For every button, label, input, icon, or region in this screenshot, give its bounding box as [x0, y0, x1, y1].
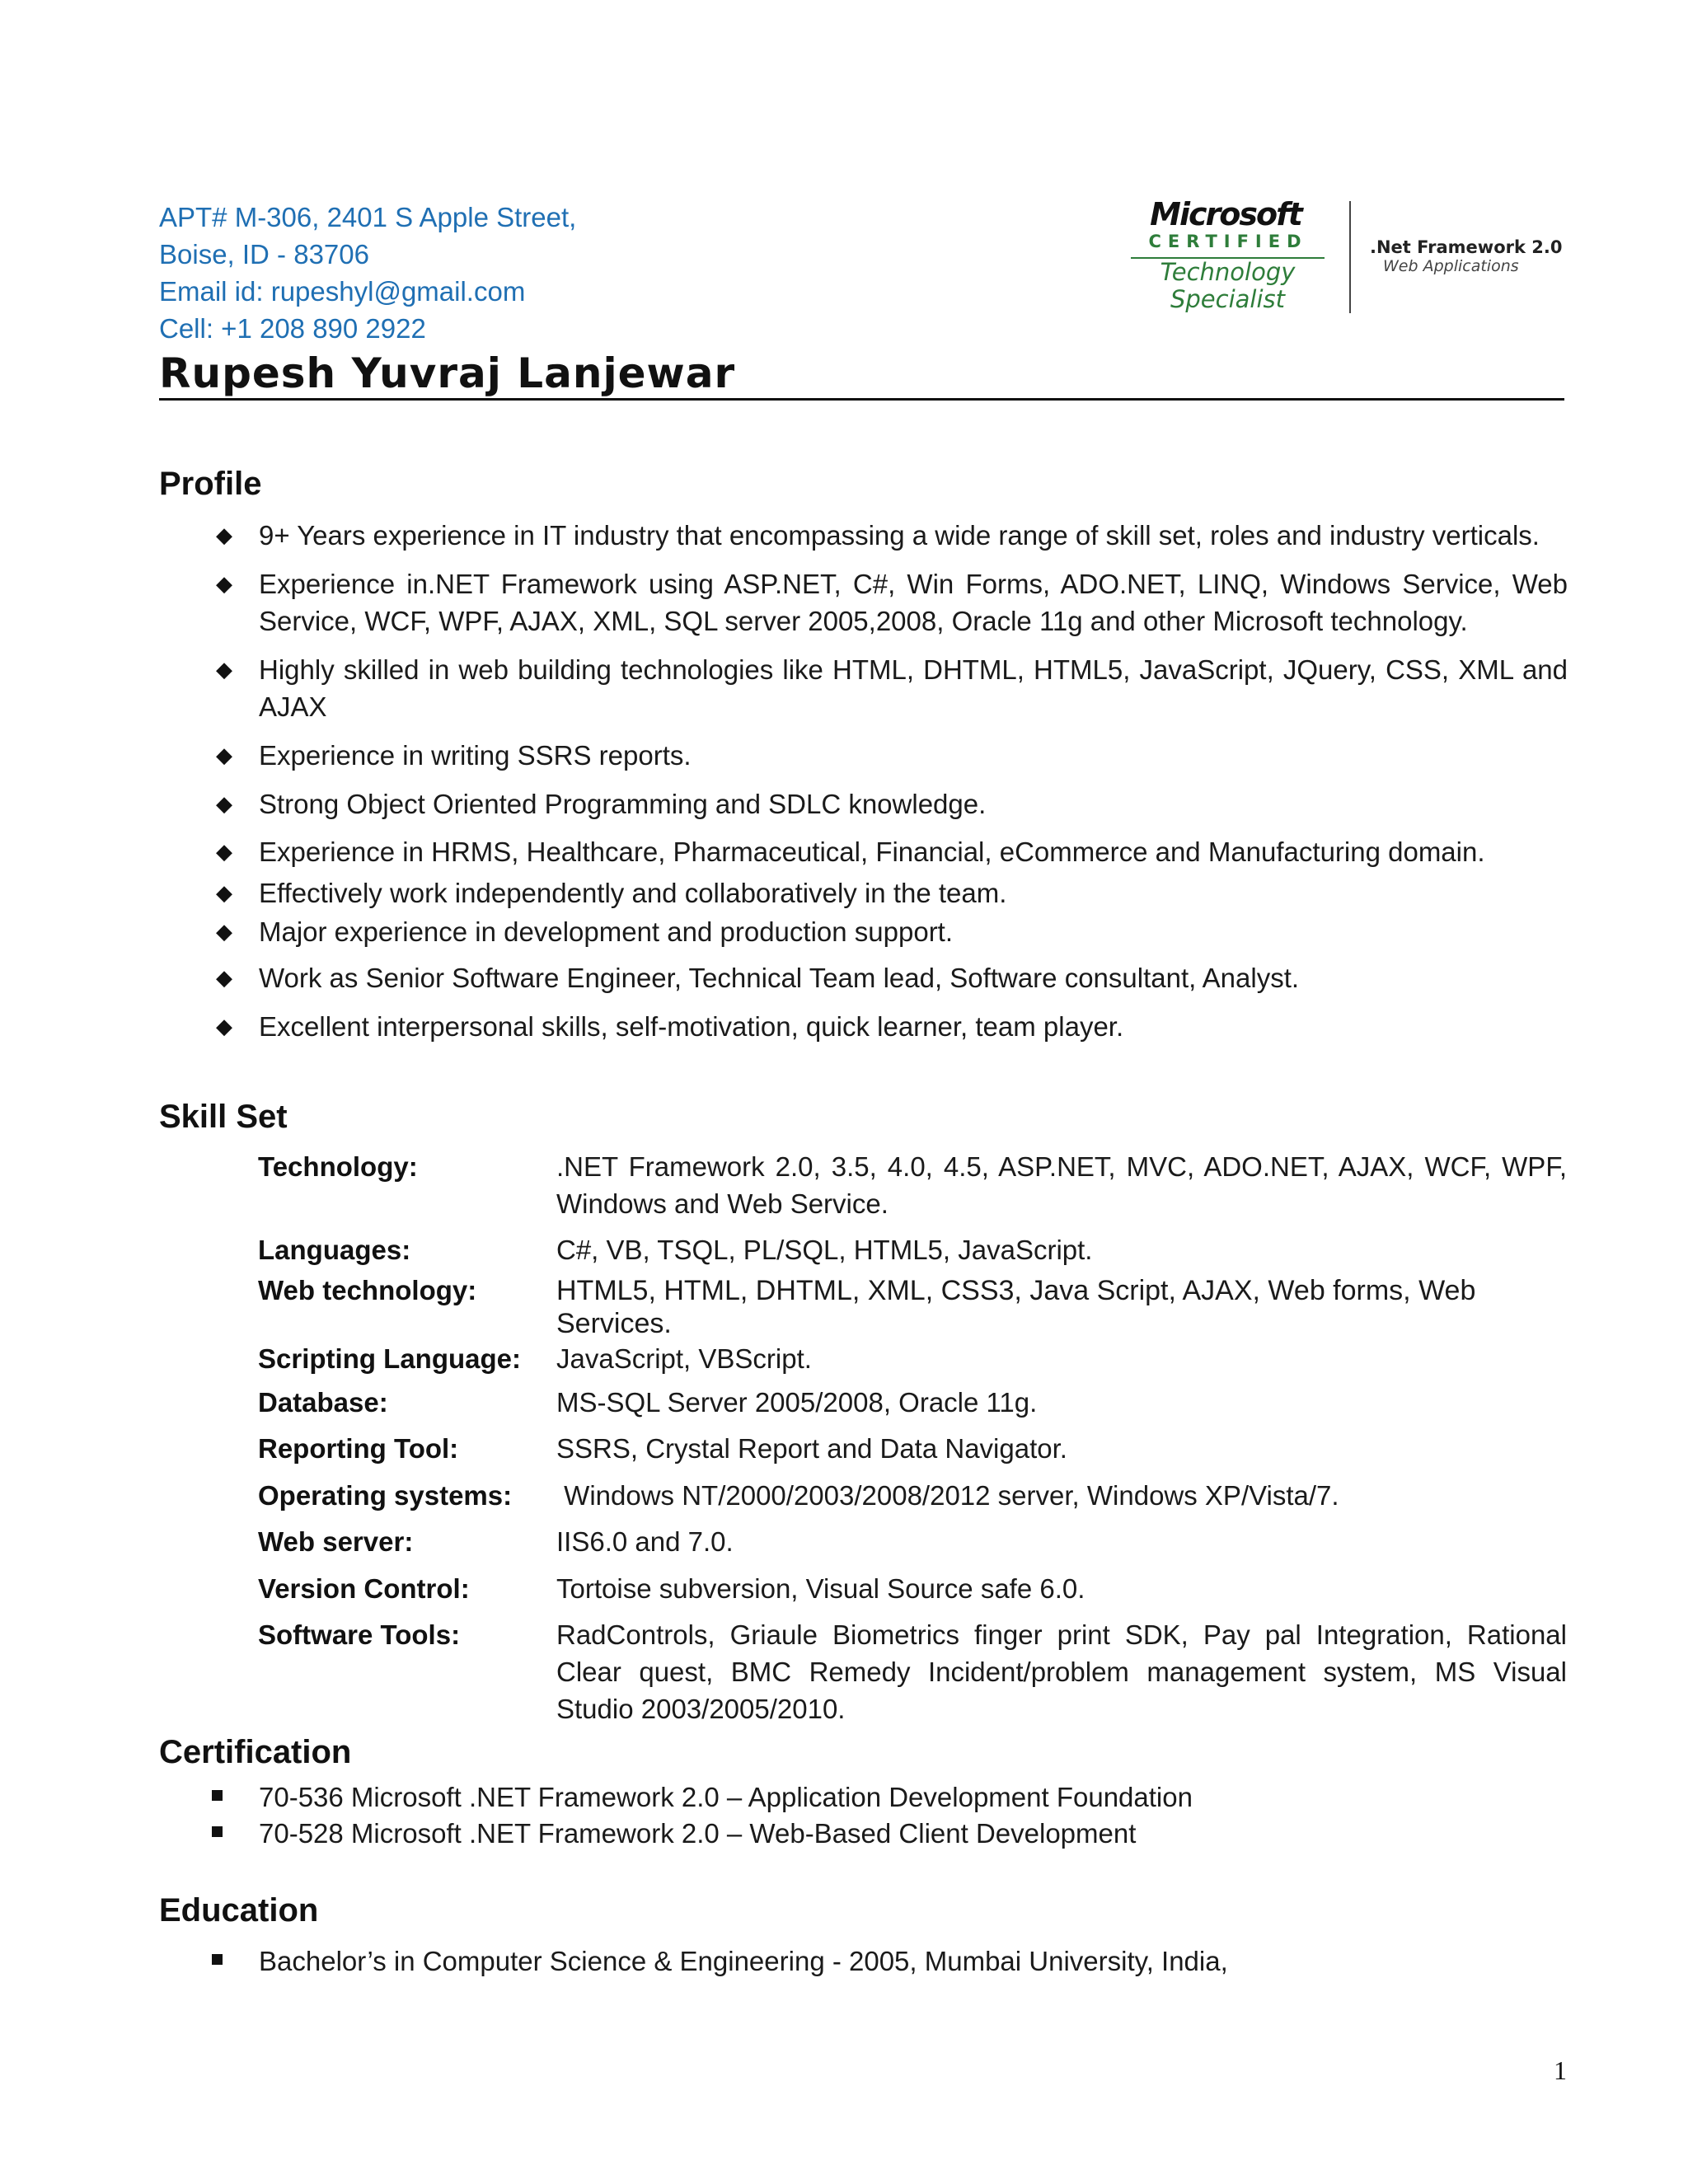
diamond-bullet-icon: ◆ [216, 523, 232, 547]
diamond-bullet-icon: ◆ [216, 965, 232, 990]
skill-value: C#, VB, TSQL, PL/SQL, HTML5, JavaScript. [556, 1235, 1093, 1265]
skill-value: RadControls, Griaule Biometrics finger print SDK, Pay pal Integration, Rational Clear quest, BMC Remedy Incident/problem management system, MS Visual Studio 2003/2005/2010. [556, 1619, 1567, 1724]
skill-label: Operating systems: [258, 1480, 513, 1511]
skill-value: JavaScript, VBScript. [556, 1343, 812, 1374]
profile-item-text: Experience in writing SSRS reports. [259, 740, 692, 771]
education-item-text: Bachelor’s in Computer Science & Engineering - 2005, Mumbai University, India, [259, 1946, 1228, 1976]
skill-label: Software Tools: [258, 1619, 461, 1650]
profile-item-text: Major experience in development and production support. [259, 916, 954, 947]
skill-label: Technology: [258, 1151, 418, 1182]
skill-value: IIS6.0 and 7.0. [556, 1526, 734, 1557]
diamond-bullet-icon: ◆ [216, 743, 232, 767]
skill-label: Web server: [258, 1526, 414, 1557]
skill-label: Languages: [258, 1235, 411, 1265]
profile-item-text: Experience in HRMS, Healthcare, Pharmaceutical, Financial, eCommerce and Manufacturing domain. [259, 837, 1485, 867]
microsoft-certified-logo [1123, 196, 1568, 320]
skill-label: Reporting Tool: [258, 1433, 459, 1464]
logo-technology-text: Technology [1160, 258, 1296, 286]
profile-item-text: Excellent interpersonal skills, self-motivation, quick learner, team player. [259, 1011, 1124, 1042]
skill-label: Database: [258, 1387, 388, 1418]
square-bullet-icon [212, 1954, 223, 1965]
profile-item-text: Work as Senior Software Engineer, Technical Team lead, Software consultant, Analyst. [259, 963, 1300, 993]
skill-value: Tortoise subversion, Visual Source safe 6.0. [556, 1573, 1085, 1604]
skill-label: Version Control: [258, 1573, 470, 1604]
page-number: 1 [1554, 2055, 1567, 2085]
diamond-bullet-icon: ◆ [216, 1014, 232, 1038]
logo-microsoft-text: Microsoft [1150, 196, 1301, 232]
skill-value: MS-SQL Server 2005/2008, Oracle 11g. [556, 1387, 1038, 1418]
profile-heading: Profile [159, 466, 262, 502]
candidate-name: Rupesh Yuvraj Lanjewar [159, 349, 736, 397]
skill-value: Windows NT/2000/2003/2008/2012 server, Windows XP/Vista/7. [556, 1480, 1339, 1511]
education-heading: Education [159, 1892, 319, 1929]
diamond-bullet-icon: ◆ [216, 919, 232, 944]
profile-item-text: Effectively work independently and collaboratively in the team. [259, 878, 1007, 908]
diamond-bullet-icon: ◆ [216, 880, 232, 905]
skill-label: Web technology: [258, 1275, 477, 1305]
cell-line: Cell: +1 208 890 2922 [159, 313, 426, 344]
logo-technology-specialist [1131, 259, 1325, 313]
diamond-bullet-icon: ◆ [216, 571, 232, 596]
certification-item-text: 70-536 Microsoft .NET Framework 2.0 – Application Development Foundation [259, 1782, 1193, 1812]
profile-item-text: 9+ Years experience in IT industry that encompassing a wide range of skill set, roles and industry verticals. [259, 520, 1540, 551]
certification-item-text: 70-528 Microsoft .NET Framework 2.0 – Web-Based Client Development [259, 1818, 1137, 1849]
skill-value: .NET Framework 2.0, 3.5, 4.0, 4.5, ASP.NET, MVC, ADO.NET, AJAX, WCF, WPF, Windows and Web Service. [556, 1151, 1567, 1219]
logo-web-applications-text: Web Applications [1383, 257, 1519, 275]
logo-framework-text: .Net Framework 2.0 [1370, 237, 1563, 257]
profile-item-text: Experience in.NET Framework using ASP.NET, C#, Win Forms, ADO.NET, LINQ, Windows Service, Web Service, WCF, WPF, AJAX, XML, SQL server 2005,2008, Oracle 11g and other Microsoft technology. [259, 569, 1568, 636]
skill-set-heading: Skill Set [159, 1099, 288, 1135]
skill-value: HTML5, HTML, DHTML, XML, CSS3, Java Script, AJAX, Web forms, Web Services. [556, 1275, 1476, 1339]
diamond-bullet-icon: ◆ [216, 657, 232, 682]
diamond-bullet-icon: ◆ [216, 791, 232, 816]
square-bullet-icon [212, 1826, 223, 1837]
diamond-bullet-icon: ◆ [216, 839, 232, 864]
logo-certified-text: CERTIFIED [1148, 232, 1308, 251]
square-bullet-icon [212, 1790, 223, 1801]
address-line-2: Boise, ID - 83706 [159, 239, 369, 269]
skill-label: Scripting Language: [258, 1343, 522, 1374]
profile-item-text: Strong Object Oriented Programming and SDLC knowledge. [259, 789, 987, 819]
certification-heading: Certification [159, 1734, 352, 1770]
name-underline [159, 398, 1564, 401]
skill-value: SSRS, Crystal Report and Data Navigator. [556, 1433, 1067, 1464]
profile-item-text: Highly skilled in web building technologies like HTML, DHTML, HTML5, JavaScript, JQuery, CSS, XML and AJAX [259, 654, 1568, 722]
address-line-1: APT# M-306, 2401 S Apple Street, [159, 202, 577, 232]
email-line: Email id: rupeshyl@gmail.com [159, 276, 526, 307]
logo-specialist-text: Specialist [1170, 285, 1286, 313]
logo-vertical-divider [1349, 201, 1351, 313]
